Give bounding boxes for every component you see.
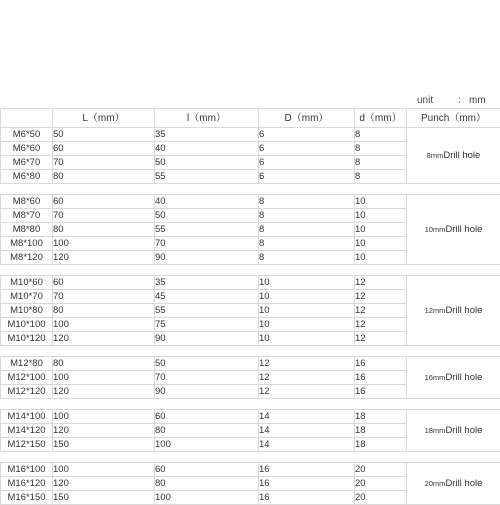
cell-l: 45 [155, 290, 259, 304]
cell-L: 100 [53, 371, 155, 385]
cell-l: 40 [155, 142, 259, 156]
group-gap [1, 184, 500, 195]
group-gap-cell [1, 399, 500, 410]
cell-l: 90 [155, 251, 259, 265]
cell-L: 150 [53, 438, 155, 452]
cell-l: 100 [155, 491, 259, 505]
punch-label: Drill hole [445, 372, 482, 383]
group-gap-cell [1, 265, 500, 276]
cell-l: 35 [155, 276, 259, 290]
cell-L: 80 [53, 170, 155, 184]
cell-D: 16 [259, 463, 355, 477]
cell-spec: M12*150 [1, 438, 53, 452]
cell-D: 8 [259, 209, 355, 223]
group-gap [1, 399, 500, 410]
cell-d: 12 [355, 276, 407, 290]
cell-L: 80 [53, 223, 155, 237]
punch-size: 20mm [425, 479, 446, 488]
cell-D: 10 [259, 304, 355, 318]
table-row [1, 128, 500, 142]
cell-spec: M16*150 [1, 491, 53, 505]
cell-L: 120 [53, 424, 155, 438]
unit-note [405, 92, 500, 108]
cell-d: 20 [355, 491, 407, 505]
cell-D: 12 [259, 357, 355, 371]
cell-L: 150 [53, 491, 155, 505]
cell-l: 50 [155, 357, 259, 371]
group-gap-cell [1, 452, 500, 463]
cell-spec: M8*100 [1, 237, 53, 251]
cell-d: 8 [355, 170, 407, 184]
cell-D: 12 [259, 371, 355, 385]
cell-d: 8 [355, 142, 407, 156]
cell-d: 18 [355, 410, 407, 424]
spec-body [1, 128, 500, 505]
header-punch: Punch（mm） [407, 109, 500, 128]
punch-cell [407, 276, 500, 346]
punch-label: Drill hole [445, 305, 482, 316]
cell-D: 6 [259, 170, 355, 184]
cell-L: 80 [53, 357, 155, 371]
cell-spec: M14*120 [1, 424, 53, 438]
cell-spec: M14*100 [1, 410, 53, 424]
cell-d: 10 [355, 209, 407, 223]
cell-L: 80 [53, 304, 155, 318]
cell-d: 18 [355, 438, 407, 452]
cell-d: 10 [355, 237, 407, 251]
spec-sheet [0, 90, 500, 500]
cell-l: 35 [155, 128, 259, 142]
cell-spec: M6*50 [1, 128, 53, 142]
header-row [1, 109, 500, 128]
cell-d: 12 [355, 304, 407, 318]
table-row [1, 357, 500, 371]
punch-label: Drill hole [445, 478, 482, 489]
cell-D: 16 [259, 477, 355, 491]
cell-l: 90 [155, 332, 259, 346]
cell-L: 50 [53, 128, 155, 142]
cell-l: 50 [155, 156, 259, 170]
cell-D: 6 [259, 128, 355, 142]
cell-l: 60 [155, 463, 259, 477]
cell-l: 70 [155, 371, 259, 385]
cell-L: 120 [53, 477, 155, 491]
cell-L: 100 [53, 237, 155, 251]
cell-spec: M10*80 [1, 304, 53, 318]
punch-cell [407, 357, 500, 399]
cell-D: 16 [259, 491, 355, 505]
cell-L: 120 [53, 251, 155, 265]
cell-L: 60 [53, 276, 155, 290]
cell-D: 6 [259, 142, 355, 156]
cell-spec: M6*70 [1, 156, 53, 170]
cell-d: 10 [355, 223, 407, 237]
cell-l: 70 [155, 237, 259, 251]
punch-label: Drill hole [445, 224, 482, 235]
cell-L: 100 [53, 463, 155, 477]
cell-spec: M8*70 [1, 209, 53, 223]
cell-D: 10 [259, 318, 355, 332]
cell-L: 100 [53, 318, 155, 332]
header-L: L（mm） [53, 109, 155, 128]
cell-d: 12 [355, 318, 407, 332]
punch-size: 16mm [425, 373, 446, 382]
punch-size: 18mm [425, 426, 446, 435]
unit-value: mm [469, 95, 486, 106]
cell-D: 8 [259, 223, 355, 237]
cell-spec: M12*120 [1, 385, 53, 399]
header-l: l（mm） [155, 109, 259, 128]
punch-cell [407, 410, 500, 452]
cell-spec: M8*80 [1, 223, 53, 237]
cell-l: 50 [155, 209, 259, 223]
cell-spec: M12*100 [1, 371, 53, 385]
cell-spec: M16*100 [1, 463, 53, 477]
cell-D: 6 [259, 156, 355, 170]
punch-label: Drill hole [445, 425, 482, 436]
cell-D: 14 [259, 424, 355, 438]
cell-d: 8 [355, 156, 407, 170]
cell-L: 60 [53, 195, 155, 209]
cell-spec: M10*120 [1, 332, 53, 346]
unit-colon: : [458, 95, 461, 106]
cell-D: 10 [259, 332, 355, 346]
header-d: d（mm） [355, 109, 407, 128]
cell-d: 8 [355, 128, 407, 142]
cell-d: 10 [355, 195, 407, 209]
punch-size: 12mm [425, 306, 446, 315]
cell-D: 8 [259, 195, 355, 209]
cell-d: 12 [355, 290, 407, 304]
cell-l: 80 [155, 477, 259, 491]
punch-cell [407, 128, 500, 184]
cell-l: 60 [155, 410, 259, 424]
cell-D: 12 [259, 385, 355, 399]
group-gap-cell [1, 184, 500, 195]
cell-spec: M10*70 [1, 290, 53, 304]
punch-cell [407, 463, 500, 505]
cell-l: 55 [155, 304, 259, 318]
cell-D: 10 [259, 276, 355, 290]
cell-l: 90 [155, 385, 259, 399]
cell-spec: M10*100 [1, 318, 53, 332]
cell-d: 20 [355, 463, 407, 477]
cell-L: 100 [53, 410, 155, 424]
cell-spec: M8*120 [1, 251, 53, 265]
header-D: D（mm） [259, 109, 355, 128]
cell-D: 8 [259, 251, 355, 265]
cell-L: 120 [53, 332, 155, 346]
cell-L: 70 [53, 290, 155, 304]
punch-size: 10mm [425, 225, 446, 234]
cell-spec: M12*80 [1, 357, 53, 371]
unit-label: unit [417, 95, 433, 106]
group-gap-cell [1, 346, 500, 357]
cell-spec: M16*120 [1, 477, 53, 491]
cell-d: 12 [355, 332, 407, 346]
cell-spec: M6*80 [1, 170, 53, 184]
header-spec [1, 109, 53, 128]
cell-spec: M8*60 [1, 195, 53, 209]
cell-l: 100 [155, 438, 259, 452]
cell-D: 10 [259, 290, 355, 304]
cell-L: 120 [53, 385, 155, 399]
cell-spec: M10*60 [1, 276, 53, 290]
cell-l: 55 [155, 223, 259, 237]
cell-d: 16 [355, 357, 407, 371]
cell-L: 70 [53, 156, 155, 170]
table-row [1, 463, 500, 477]
group-gap [1, 452, 500, 463]
group-gap [1, 265, 500, 276]
cell-D: 14 [259, 438, 355, 452]
cell-d: 18 [355, 424, 407, 438]
table-row [1, 276, 500, 290]
cell-l: 55 [155, 170, 259, 184]
cell-L: 60 [53, 142, 155, 156]
cell-spec: M6*60 [1, 142, 53, 156]
cell-d: 10 [355, 251, 407, 265]
cell-l: 40 [155, 195, 259, 209]
cell-L: 70 [53, 209, 155, 223]
group-gap [1, 346, 500, 357]
cell-d: 16 [355, 385, 407, 399]
cell-d: 20 [355, 477, 407, 491]
spec-table [0, 108, 500, 505]
cell-l: 80 [155, 424, 259, 438]
punch-size: 8mm [427, 151, 444, 160]
table-row [1, 195, 500, 209]
cell-D: 14 [259, 410, 355, 424]
cell-l: 75 [155, 318, 259, 332]
cell-D: 8 [259, 237, 355, 251]
punch-label: Drill hole [443, 150, 480, 161]
punch-cell [407, 195, 500, 265]
table-row [1, 410, 500, 424]
cell-d: 16 [355, 371, 407, 385]
